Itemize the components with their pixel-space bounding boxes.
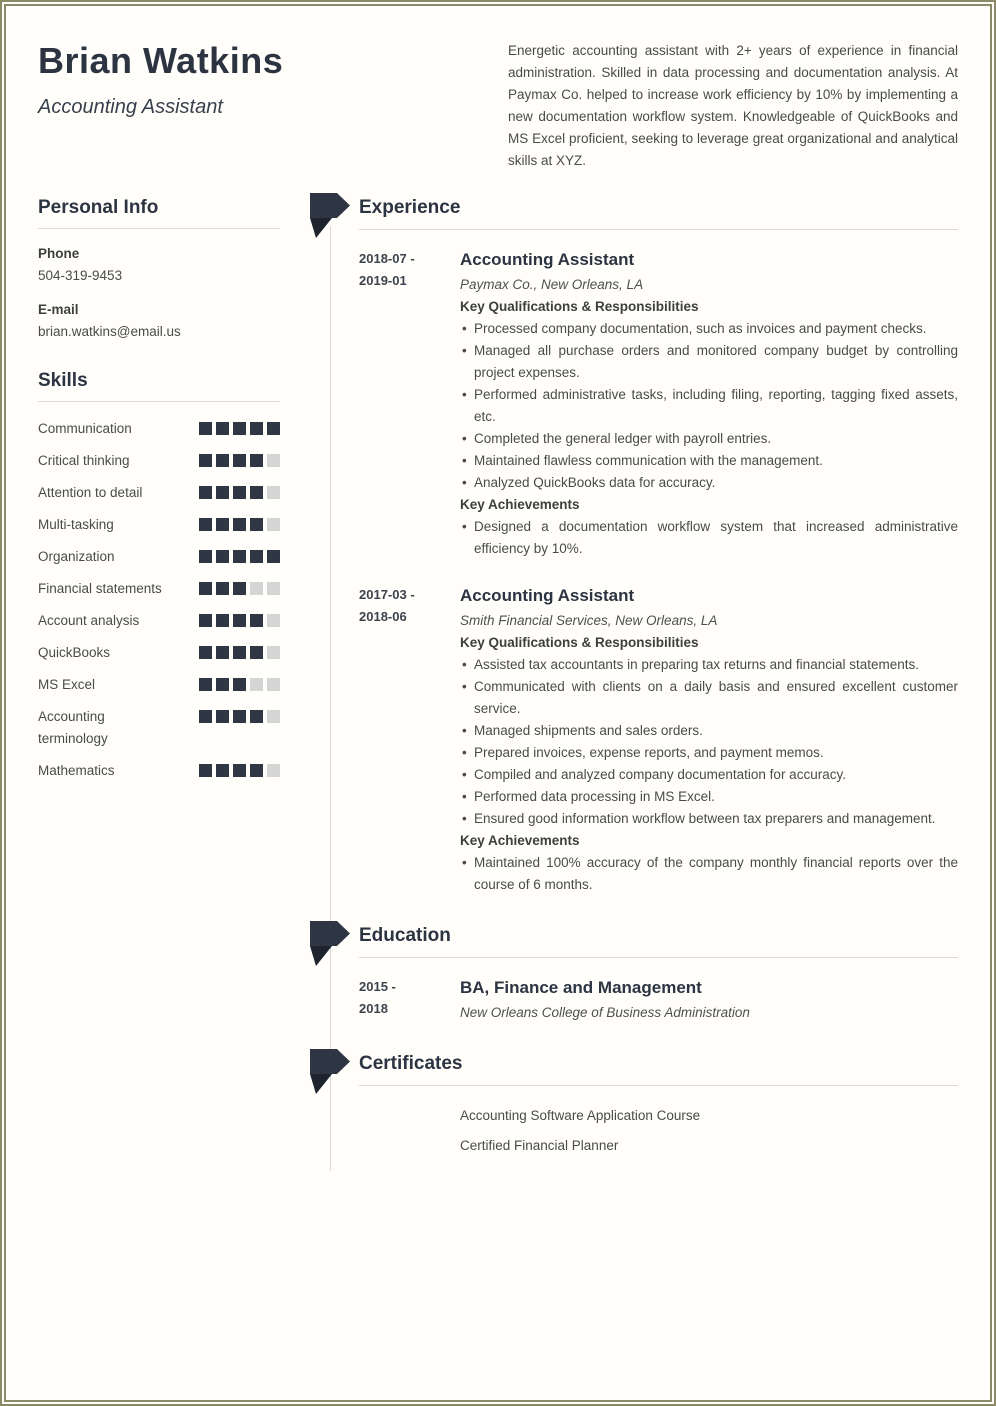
skill-square-filled <box>199 454 212 467</box>
skill-square-filled <box>233 486 246 499</box>
date-start: 2018-07 - <box>359 251 415 266</box>
skill-level-indicator <box>199 760 280 777</box>
skill-item <box>38 450 280 472</box>
bullet-item: • Performed data processing in MS Excel. <box>460 786 958 808</box>
skill-label: Mathematics <box>38 763 115 778</box>
skill-square-filled <box>233 550 246 563</box>
experience-section <box>310 196 958 896</box>
date-end: 2018-06 <box>359 609 407 624</box>
skill-square-filled <box>233 518 246 531</box>
skill-label: Attention to detail <box>38 485 143 500</box>
skill-square-filled <box>216 454 229 467</box>
skill-square-filled <box>216 646 229 659</box>
skill-square-filled <box>216 486 229 499</box>
skill-square-filled <box>199 550 212 563</box>
skill-level-indicator <box>199 642 280 659</box>
skill-square-filled <box>199 518 212 531</box>
skill-square-empty <box>250 678 263 691</box>
skill-item <box>38 546 280 568</box>
email-value: brian.watkins@email.us <box>38 324 181 339</box>
skill-level-indicator <box>199 578 280 595</box>
skill-level-indicator <box>199 482 280 499</box>
resume-body <box>38 196 958 1165</box>
skill-level-indicator <box>199 706 280 723</box>
bullet-item: • Managed shipments and sales orders. <box>460 720 958 742</box>
skill-square-filled <box>199 486 212 499</box>
skill-level-indicator <box>199 450 280 467</box>
qualifications-subheading: Key Qualifications & Responsibilities <box>460 635 699 650</box>
skill-square-filled <box>250 518 263 531</box>
skill-square-filled <box>216 550 229 563</box>
qualifications-list <box>460 654 958 830</box>
skill-square-filled <box>216 710 229 723</box>
skill-label: Critical thinking <box>38 453 130 468</box>
skill-label: Account analysis <box>38 613 140 628</box>
person-name: Brian Watkins <box>38 40 284 81</box>
heading-divider <box>359 229 958 230</box>
resume-header <box>38 40 958 172</box>
skill-square-filled <box>216 614 229 627</box>
skill-square-filled <box>233 764 246 777</box>
bullet-item: • Processed company documentation, such as invoices and payment checks. <box>460 318 958 340</box>
degree-title: BA, Finance and Management <box>460 978 702 997</box>
skill-square-filled <box>250 710 263 723</box>
personal-info-heading: Personal Info <box>38 197 159 218</box>
certificates-list <box>310 1105 958 1157</box>
skill-square-filled <box>216 582 229 595</box>
heading-divider <box>359 1085 958 1086</box>
skill-square-filled <box>233 454 246 467</box>
skill-square-filled <box>199 646 212 659</box>
skill-square-filled <box>199 582 212 595</box>
skill-square-empty <box>267 646 280 659</box>
achievements-subheading: Key Achievements <box>460 833 580 848</box>
email-field <box>38 299 280 343</box>
skill-square-filled <box>250 454 263 467</box>
skill-item <box>38 514 280 536</box>
skill-square-empty <box>267 486 280 499</box>
email-label: E-mail <box>38 302 79 317</box>
phone-label: Phone <box>38 246 80 261</box>
entry-dates <box>359 248 460 560</box>
certificates-heading: Certificates <box>359 1053 463 1074</box>
personal-info-section <box>38 196 280 343</box>
skill-square-empty <box>267 710 280 723</box>
skills-section <box>38 369 280 782</box>
qualifications-list <box>460 318 958 494</box>
skill-square-filled <box>199 710 212 723</box>
skill-square-filled <box>250 764 263 777</box>
job-title: Accounting Assistant <box>460 250 635 269</box>
skill-square-filled <box>216 678 229 691</box>
skills-list <box>38 418 280 782</box>
skill-item <box>38 674 280 696</box>
certificate-item: Accounting Software Application Course <box>460 1108 701 1123</box>
skill-item <box>38 482 280 504</box>
skill-label: QuickBooks <box>38 645 111 660</box>
bullet-item: • Maintained flawless communication with the management. <box>460 450 958 472</box>
heading-divider <box>38 401 280 402</box>
skill-square-empty <box>267 454 280 467</box>
skill-item <box>38 578 280 600</box>
bullet-item: • Maintained 100% accuracy of the company monthly financial reports over the course of 6 months. <box>460 852 958 896</box>
education-heading: Education <box>359 925 451 946</box>
skill-level-indicator <box>199 674 280 691</box>
skill-square-filled <box>233 678 246 691</box>
skill-square-filled <box>199 764 212 777</box>
bullet-item: • Designed a documentation workflow system that increased administrative efficiency by 10%. <box>460 516 958 560</box>
bullet-item: • Assisted tax accountants in preparing tax returns and financial statements. <box>460 654 958 676</box>
bullet-item: • Prepared invoices, expense reports, and payment memos. <box>460 742 958 764</box>
job-title: Accounting Assistant <box>460 586 635 605</box>
bullet-item: • Communicated with clients on a daily basis and ensured excellent customer service. <box>460 676 958 720</box>
experience-entry <box>310 248 958 560</box>
skill-square-filled <box>233 646 246 659</box>
education-section <box>310 924 958 1024</box>
skill-square-filled <box>233 710 246 723</box>
skill-square-empty <box>267 582 280 595</box>
skill-square-filled <box>250 486 263 499</box>
skill-label: Multi-tasking <box>38 517 114 532</box>
summary-paragraph: Energetic accounting assistant with 2+ years of experience in financial administration. Skilled in data processing and documentation analysis. At Paymax Co. helped to increase work efficiency by 10% by implementing a new documentation workflow system. Knowledgeable of QuickBooks and MS Excel proficient, seeking to leverage great organizational and analytical skills at XYZ. <box>508 43 958 168</box>
skill-label: MS Excel <box>38 677 96 692</box>
skill-square-filled <box>199 614 212 627</box>
skill-square-filled <box>233 614 246 627</box>
bullet-item: • Performed administrative tasks, including filing, reporting, tagging fixed assets, etc. <box>460 384 958 428</box>
skill-label: Accounting terminology <box>38 709 108 746</box>
experience-entry <box>310 584 958 896</box>
main-column <box>310 196 958 1165</box>
bullet-item: • Completed the general ledger with payroll entries. <box>460 428 958 450</box>
section-marker-icon <box>310 921 350 967</box>
heading-divider <box>359 957 958 958</box>
bullet-item: • Analyzed QuickBooks data for accuracy. <box>460 472 958 494</box>
entry-dates <box>359 976 460 1024</box>
skill-square-filled <box>216 764 229 777</box>
skill-square-filled <box>199 422 212 435</box>
entry-dates <box>359 584 460 896</box>
skill-square-empty <box>267 764 280 777</box>
bullet-item: • Managed all purchase orders and monitored company budget by controlling project expenses. <box>460 340 958 384</box>
name-block <box>38 40 508 120</box>
skill-square-empty <box>267 678 280 691</box>
skill-level-indicator <box>199 418 280 435</box>
skill-square-filled <box>233 422 246 435</box>
person-job-title: Accounting Assistant <box>38 96 223 118</box>
achievements-list <box>460 516 958 560</box>
date-end: 2018 <box>359 1001 388 1016</box>
skill-level-indicator <box>199 610 280 627</box>
section-marker-icon <box>310 193 350 239</box>
qualifications-subheading: Key Qualifications & Responsibilities <box>460 299 699 314</box>
skill-level-indicator <box>199 546 280 563</box>
company-name: Smith Financial Services, New Orleans, LA <box>460 613 718 628</box>
skills-heading: Skills <box>38 370 88 391</box>
achievements-list <box>460 852 958 896</box>
skill-square-filled <box>250 614 263 627</box>
school-name: New Orleans College of Business Administration <box>460 1005 750 1020</box>
skill-square-filled <box>233 582 246 595</box>
skill-label: Financial statements <box>38 581 162 596</box>
skill-square-empty <box>250 582 263 595</box>
skill-square-filled <box>216 518 229 531</box>
skill-square-filled <box>250 422 263 435</box>
bullet-item: • Ensured good information workflow between tax preparers and management. <box>460 808 958 830</box>
skill-square-filled <box>250 550 263 563</box>
skill-item <box>38 610 280 632</box>
experience-heading: Experience <box>359 197 461 218</box>
bullet-item: • Compiled and analyzed company documentation for accuracy. <box>460 764 958 786</box>
heading-divider <box>38 228 280 229</box>
education-entry <box>310 976 958 1024</box>
skill-item <box>38 706 280 750</box>
date-start: 2017-03 - <box>359 587 415 602</box>
skill-square-filled <box>267 422 280 435</box>
phone-value: 504-319-9453 <box>38 268 123 283</box>
skill-square-filled <box>216 422 229 435</box>
certificates-section <box>310 1052 958 1157</box>
skill-label: Organization <box>38 549 115 564</box>
company-name: Paymax Co., New Orleans, LA <box>460 277 644 292</box>
date-end: 2019-01 <box>359 273 407 288</box>
skill-square-empty <box>267 518 280 531</box>
phone-field <box>38 243 280 287</box>
skill-square-filled <box>267 550 280 563</box>
skill-label: Communication <box>38 421 132 436</box>
skill-level-indicator <box>199 514 280 531</box>
skill-square-empty <box>267 614 280 627</box>
sidebar <box>38 196 280 792</box>
skill-square-filled <box>199 678 212 691</box>
certificate-item: Certified Financial Planner <box>460 1138 619 1153</box>
date-start: 2015 - <box>359 979 396 994</box>
achievements-subheading: Key Achievements <box>460 497 580 512</box>
section-marker-icon <box>310 1049 350 1095</box>
skill-item <box>38 418 280 440</box>
skill-item <box>38 760 280 782</box>
skill-square-filled <box>250 646 263 659</box>
skill-item <box>38 642 280 664</box>
